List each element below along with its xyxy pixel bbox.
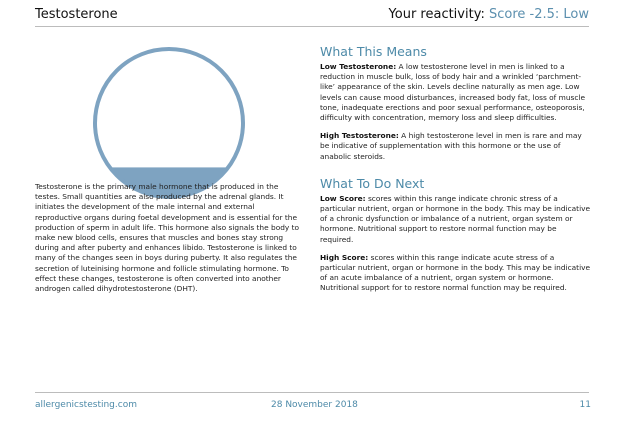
low-score-label: Low Score: [320, 193, 366, 203]
footer-divider [35, 392, 589, 393]
reactivity-score: Score -2.5: Low [488, 7, 589, 22]
reactivity-label: Your reactivity: [388, 7, 485, 22]
high-testosterone-label: High Testosterone: [320, 131, 399, 141]
page-title: Testosterone [35, 7, 118, 22]
header-divider [35, 26, 589, 27]
high-testosterone-paragraph [320, 131, 592, 162]
low-score-text: scores within this range indicate chronic stress of a particular nutrient, organ or hormone in the body. This may be indicative of a chronic dysfunction or imbalance of a nutrient, organ system or hormone. Nutritional support to restore normal function may be required. [320, 193, 591, 244]
low-testosterone-paragraph [320, 62, 592, 123]
high-score-paragraph [320, 253, 592, 294]
high-testosterone-text: A high testosterone level in men is rare and may be indicative of supplementation with this hormone or the use of anabolic steroids. [320, 131, 582, 161]
reactivity-summary [389, 7, 589, 22]
page-number: 11 [579, 400, 591, 410]
low-testosterone-label: Low Testosterone: [320, 62, 397, 71]
interpretation-column [320, 44, 592, 302]
what-to-do-next-heading: What To Do Next [320, 175, 425, 191]
low-score-paragraph [320, 194, 592, 245]
footer-site-link[interactable]: allergenicstesting.com [35, 400, 137, 410]
hormone-description: Testosterone is the primary male hormone that is produced in the testes. Small quantities are also produced by the adrenal glands. It initiates the development of the male internal and external reproductive organs during foetal development and is essential for the production of sperm in adult life. This hormone also signals the body to make new blood cells, ensures that muscles and bones stay strong during and after puberty and enhances libido. Testosterone is linked to many of the changes seen in boys during puberty. It also regulates the secretion of luteinising hormone and follicle stimulating hormone. To effect these changes, testosterone is often converted into another androgen called dihydrotestosterone (DHT). [35, 182, 300, 294]
footer-date: 28 November 2018 [271, 400, 358, 410]
what-this-means-heading: What This Means [320, 44, 427, 59]
high-score-label: High Score: [320, 252, 369, 262]
high-score-text: scores within this range indicate acute stress of a particular nutrient, organ or hormone in the body. This may be indicative of an acute imbalance of a nutrient, organ system or hormone. Nutritional support for to restore normal function may be required. [320, 252, 591, 293]
low-testosterone-text: A low testosterone level in men is linked to a reduction in muscle bulk, loss of body hair and a wrinkled ‘parchment-like’ appearance of the skin. Levels decline naturally as men age. Low levels can cause mood disturbances, increased body fat, loss of muscle tone, inadequate erections and poor sexual performance, osteoporosis, difficulty with concentration, memory loss and sleep difficulties. [320, 62, 586, 123]
reactivity-gauge [91, 45, 247, 201]
